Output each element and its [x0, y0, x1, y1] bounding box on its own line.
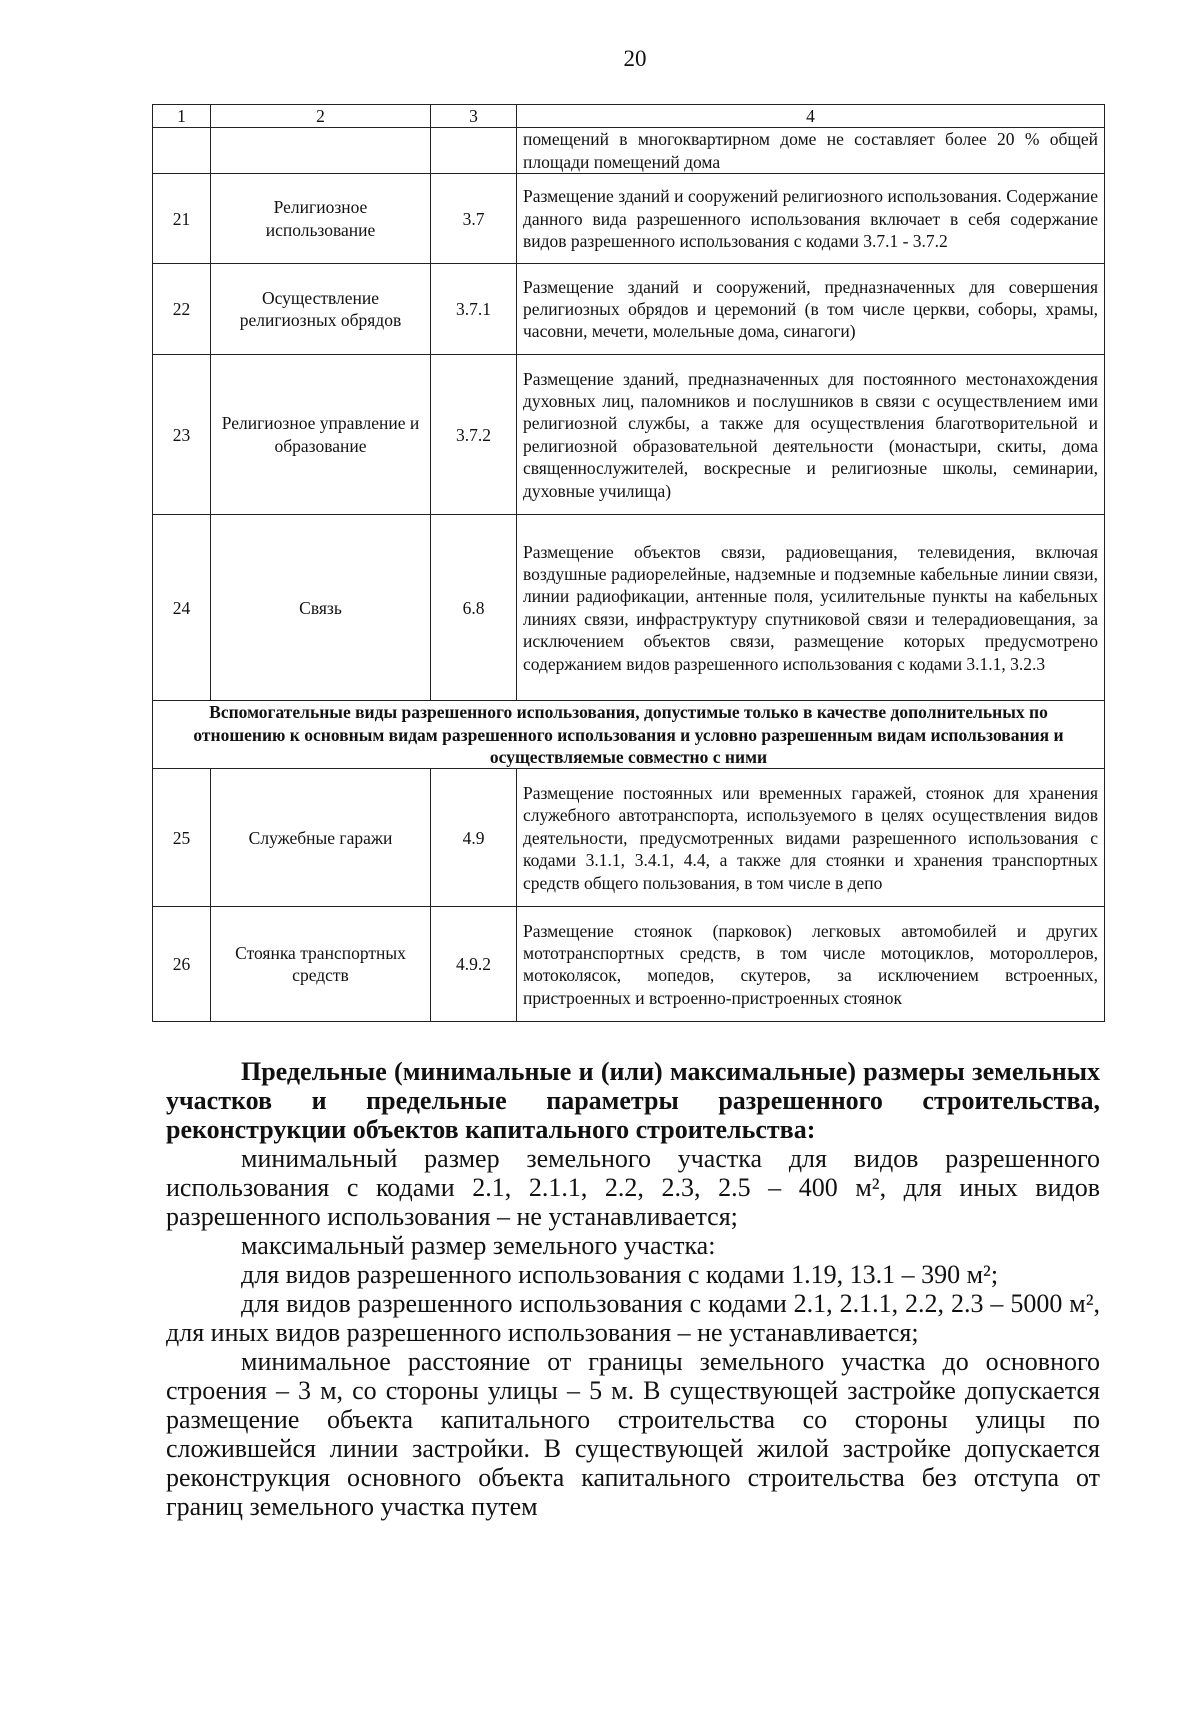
use-type-name: Религиозное использование — [211, 174, 431, 264]
use-type-name — [211, 128, 431, 174]
use-type-code: 3.7 — [431, 174, 517, 264]
use-type-code: 3.7.1 — [431, 264, 517, 355]
use-type-name: Служебные гаражи — [211, 769, 431, 907]
row-number: 22 — [153, 264, 211, 355]
use-type-description: Размещение зданий и сооружений религиозного использования. Содержание данного вида разрешенного использования включает в себя содержание видов разрешенного использования с кодами 3.7.1 - 3.7.2 — [517, 174, 1105, 264]
use-type-code: 6.8 — [431, 515, 517, 701]
table-row — [153, 355, 1105, 515]
section-title: Вспомогательные виды разрешенного использования, допустимые только в качестве дополнительных по отношению к основным видам разрешенного использования и условно разрешенным видам использования и осуществляемые совместно с ними — [153, 701, 1105, 769]
row-number: 26 — [153, 907, 211, 1022]
column-header-1: 1 — [153, 105, 211, 128]
table-row — [153, 769, 1105, 907]
use-type-description: Размещение постоянных или временных гаражей, стоянок для хранения служебного автотранспорта, используемого в целях осуществления видов деятельности, предусмотренных видами разрешенного использования с кодами 3.1.1, 3.4.1, 4.4, а также для стоянки и хранения транспортных средств общего пользования, в том числе в депо — [517, 769, 1105, 907]
use-type-name: Стоянка транспортных средств — [211, 907, 431, 1022]
paragraph: для видов разрешенного использования с кодами 1.19, 13.1 – 390 м²; — [241, 1260, 999, 1289]
column-header-2: 2 — [211, 105, 431, 128]
row-number: 24 — [153, 515, 211, 701]
table-row — [153, 264, 1105, 355]
paragraph: максимальный размер земельного участка: — [241, 1231, 716, 1260]
paragraph: для видов разрешенного использования с кодами 2.1, 2.1.1, 2.2, 2.3 – 5000 м², для иных видов разрешенного использования – не устанавливается; — [166, 1289, 1100, 1347]
paragraph: минимальный размер земельного участка для видов разрешенного использования с кодами 2.1, 2.1.1, 2.2, 2.3, 2.5 – 400 м², для иных видов разрешенного использования – не устанавливается; — [166, 1144, 1100, 1231]
table-row — [153, 174, 1105, 264]
use-type-description: Размещение зданий и сооружений, предназначенных для совершения религиозных обрядов и церемоний (в том числе церкви, соборы, храмы, часовни, мечети, молельные дома, синагоги) — [517, 264, 1105, 355]
page-number: 20 — [623, 46, 647, 71]
land-use-table — [152, 104, 1105, 1022]
use-type-code: 4.9 — [431, 769, 517, 907]
row-number — [153, 128, 211, 174]
column-header-4: 4 — [517, 105, 1105, 128]
column-header-3: 3 — [431, 105, 517, 128]
use-type-code — [431, 128, 517, 174]
row-number: 23 — [153, 355, 211, 515]
table-row — [153, 128, 1105, 174]
section-heading: Предельные (минимальные и (или) максимальные) размеры земельных участков и предельные параметры разрешенного строительства, реконструкции объектов капитального строительства: — [166, 1057, 1100, 1144]
document-body — [166, 1057, 1100, 1521]
use-type-code: 3.7.2 — [431, 355, 517, 515]
row-number: 25 — [153, 769, 211, 907]
use-type-name: Связь — [211, 515, 431, 701]
use-type-description: Размещение зданий, предназначенных для постоянного местонахождения духовных лиц, паломников и послушников в связи с осуществлением ими религиозной службы, а также для осуществления благотворительной и религиозной образовательной деятельности (монастыри, скиты, дома священнослужителей, воскресные и религиозные школы, семинарии, духовные училища) — [517, 355, 1105, 515]
use-type-description: Размещение объектов связи, радиовещания, телевидения, включая воздушные радиорелейные, надземные и подземные кабельные линии связи, линии радиофикации, антенные поля, усилительные пункты на кабельных линиях связи, инфраструктуру спутниковой связи и телерадиовещания, за исключением объектов связи, размещение которых предусмотрено содержанием видов разрешенного использования с кодами 3.1.1, 3.2.3 — [517, 515, 1105, 701]
section-row — [153, 701, 1105, 769]
table-header-row — [153, 105, 1105, 128]
row-number: 21 — [153, 174, 211, 264]
paragraph: минимальное расстояние от границы земельного участка до основного строения – 3 м, со стороны улицы – 5 м. В существующей застройке допускается размещение объекта капитального строительства со стороны улицы по сложившейся линии застройки. В существующей жилой застройке допускается реконструкция основного объекта капитального строительства без отступа от границ земельного участка путем — [166, 1347, 1100, 1521]
use-type-name: Осуществление религиозных обрядов — [211, 264, 431, 355]
use-type-description: Размещение стоянок (парковок) легковых автомобилей и других мототранспортных средств, в том числе мотоциклов, мотороллеров, мотоколясок, мопедов, скутеров, за исключением встроенных, пристроенных и встроенно-пристроенных стоянок — [517, 907, 1105, 1022]
use-type-description: помещений в многоквартирном доме не составляет более 20 % общей площади помещений дома — [517, 128, 1105, 174]
table-row — [153, 907, 1105, 1022]
table-row — [153, 515, 1105, 701]
use-type-code: 4.9.2 — [431, 907, 517, 1022]
use-type-name: Религиозное управление и образование — [211, 355, 431, 515]
